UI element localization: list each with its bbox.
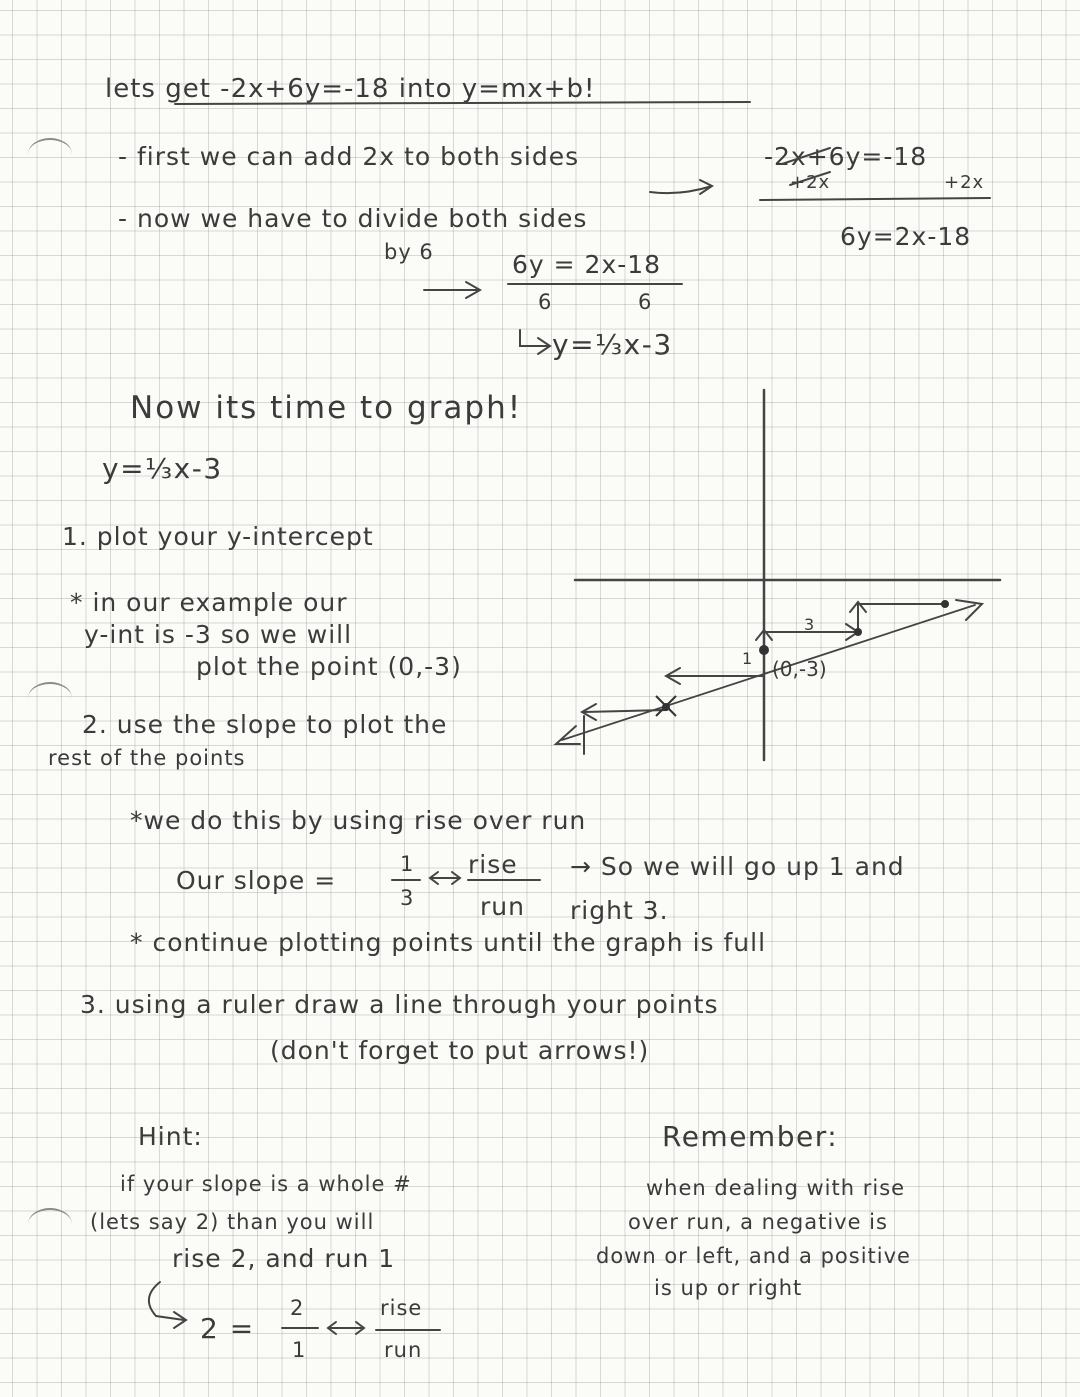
run-left-arrow-icon	[582, 704, 666, 720]
remember-line: when dealing with rise	[646, 1176, 906, 1200]
example-line: plot the point (0,-3)	[196, 652, 462, 681]
rise-label: 1	[742, 649, 753, 668]
run-word: run	[480, 892, 525, 921]
rise-word: rise	[468, 850, 518, 879]
continue-note: * continue plotting points until the graph is full	[130, 928, 767, 957]
step-ruler: 3. using a ruler draw a line through your points	[80, 990, 719, 1019]
hint-denominator: 1	[292, 1338, 307, 1362]
strike-mark	[790, 172, 830, 185]
step-divide-by: by 6	[384, 240, 434, 264]
work-add-left: +2x	[790, 172, 831, 193]
divide-denominator: 6	[538, 290, 553, 314]
hint-rise: rise	[380, 1296, 423, 1320]
slope-explain: → So we will go up 1 and	[570, 852, 905, 881]
arrow-hook-icon	[424, 282, 480, 298]
hint-title: Hint:	[138, 1122, 203, 1151]
example-line: * in our example our	[70, 588, 348, 617]
arrow-hook-icon	[650, 180, 712, 194]
slope-intercept-result: y=⅓x-3	[552, 328, 673, 361]
plot-point	[941, 600, 949, 608]
point-label: (0,-3)	[772, 657, 827, 681]
step-ruler-arrows: (don't forget to put arrows!)	[270, 1036, 650, 1065]
remember-title: Remember:	[662, 1120, 839, 1153]
example-line: y-int is -3 so we will	[84, 620, 353, 649]
remember-line: down or left, and a positive	[596, 1244, 911, 1268]
hint-line: (lets say 2) than you will	[90, 1210, 375, 1234]
step-divide: - now we have to divide both sides	[118, 204, 588, 233]
strike-mark	[782, 148, 830, 164]
step-use-slope: 2. use the slope to plot the	[82, 710, 448, 739]
divide-denominator: 6	[638, 290, 653, 314]
remember-line: over run, a negative is	[628, 1210, 888, 1234]
step-use-slope-cont: rest of the points	[48, 746, 246, 770]
plot-point	[854, 628, 862, 636]
double-arrow-icon	[430, 872, 460, 884]
divide-equation: 6y = 2x-18	[512, 250, 662, 279]
arrow-hook-icon	[520, 330, 550, 354]
hint-line: if your slope is a whole #	[120, 1172, 412, 1196]
hint-line: rise 2, and run 1	[172, 1244, 396, 1273]
slope-denominator: 3	[400, 886, 415, 910]
remember-line: is up or right	[654, 1276, 803, 1300]
slope-label: Our slope =	[176, 866, 337, 895]
hint-equation: 2 =	[200, 1312, 255, 1345]
work-result: 6y=2x-18	[840, 222, 972, 251]
graph-equation: y=⅓x-3	[102, 452, 223, 485]
page-title: lets get -2x+6y=-18 into y=mx+b!	[105, 74, 596, 104]
work-add-right: +2x	[944, 172, 985, 193]
graph-heading: Now its time to graph!	[130, 390, 523, 426]
work-equation: -2x+6y=-18	[764, 142, 928, 171]
rise-run-note: *we do this by using rise over run	[130, 806, 587, 835]
title-underline	[175, 102, 750, 104]
plot-point	[759, 645, 769, 655]
graph-line	[562, 605, 975, 740]
hint-numerator: 2	[290, 1296, 305, 1320]
double-arrow-icon	[328, 1322, 364, 1334]
step-add: - first we can add 2x to both sides	[118, 142, 580, 171]
step-plot-intercept: 1. plot your y-intercept	[62, 522, 374, 551]
arrow-hook-icon	[149, 1282, 186, 1328]
hint-run: run	[384, 1338, 423, 1362]
slope-explain: right 3.	[570, 896, 669, 925]
slope-numerator: 1	[400, 852, 415, 876]
work-underline	[760, 198, 990, 200]
run-label: 3	[804, 615, 815, 634]
